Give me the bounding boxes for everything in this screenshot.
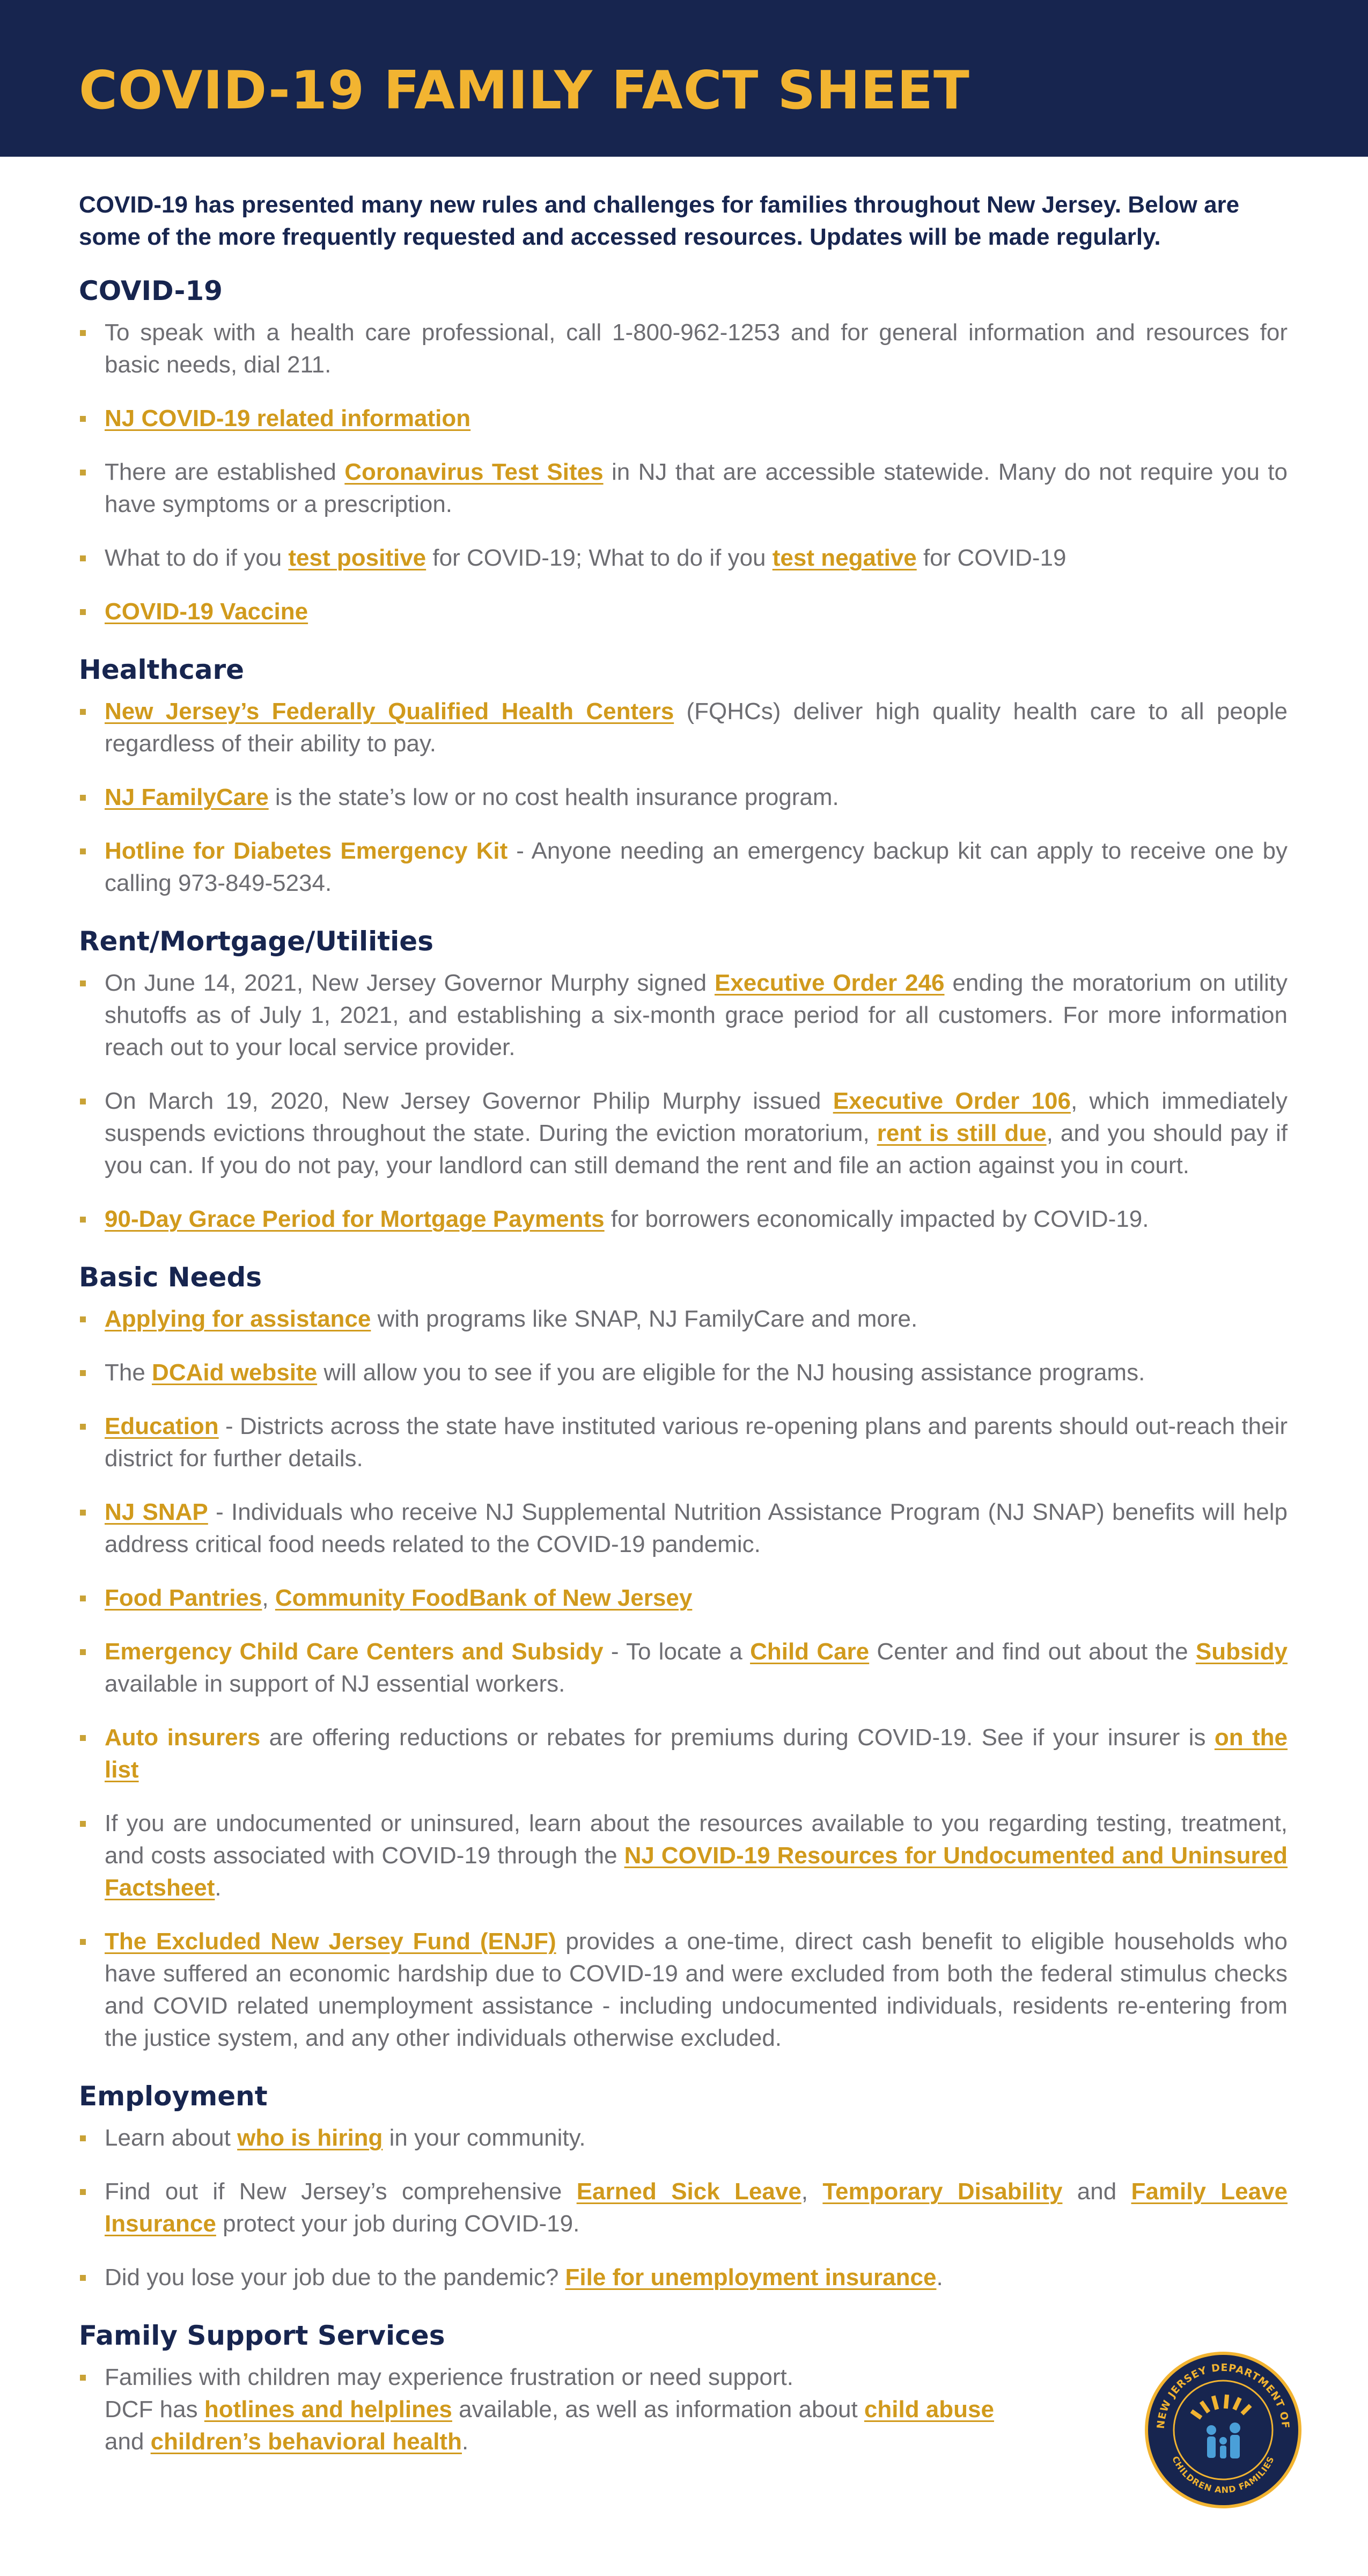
section-heading-covid: COVID-19 [79, 275, 223, 306]
list-item: Did you lose your job due to the pandemic? File for unemployment insurance. [79, 2262, 1288, 2294]
list-item: NJ FamilyCare is the state’s low or no cost health insurance program. [79, 781, 1288, 814]
nj-covid-info-link[interactable]: NJ COVID-19 related information [105, 405, 471, 431]
child-care-link[interactable]: Child Care [750, 1638, 870, 1665]
section-covid [79, 275, 1288, 628]
nj-dcf-logo [1143, 2350, 1304, 2511]
undocumented-factsheet-link[interactable]: NJ COVID-19 Resources for Undocumented and Uninsured Factsheet [105, 1842, 1288, 1901]
executive-order-106-link[interactable]: Executive Order 106 [833, 1088, 1071, 1114]
subsidy-link[interactable]: Subsidy [1195, 1638, 1288, 1665]
section-heading-employment: Employment [79, 2081, 268, 2112]
square-bullet-icon [80, 795, 86, 801]
main-content [79, 189, 1288, 2484]
square-bullet-icon [80, 1424, 86, 1430]
square-bullet-icon [80, 709, 86, 715]
square-bullet-icon [80, 470, 86, 475]
healthcare-list [79, 696, 1288, 899]
education-link[interactable]: Education [105, 1413, 219, 1439]
list-item: Food Pantries, Community FoodBank of New Jersey [79, 1582, 1288, 1614]
list-item: The Excluded New Jersey Fund (ENJF) provides a one-time, direct cash benefit to eligible households who have suffered an economic hardship due to COVID-19 and were excluded from both the federal stimulus checks and COVID related unemployment assistance - including undocumented individuals, residents re-entering from the justice system, and any other individuals otherwise excluded. [79, 1926, 1288, 2054]
mortgage-grace-link[interactable]: 90-Day Grace Period for Mortgage Payments [105, 1206, 605, 1232]
section-family-support [79, 2319, 1288, 2458]
list-item: What to do if you test positive for COVID-19; What to do if you test negative for COVID-19 [79, 542, 1288, 574]
who-is-hiring-link[interactable]: who is hiring [237, 2125, 383, 2151]
list-item [79, 596, 1288, 628]
square-bullet-icon [80, 1596, 86, 1601]
section-heading-family-support: Family Support Services [79, 2320, 445, 2351]
covid-list [79, 317, 1288, 628]
list-item: Hotline for Diabetes Emergency Kit - Anyone needing an emergency backup kit can apply to receive one by calling 973-849-5234. [79, 835, 1288, 899]
section-heading-rent: Rent/Mortgage/Utilities [79, 926, 433, 957]
list-item: There are established Coronavirus Test Sites in NJ that are accessible statewide. Many do not require you to have symptoms or a prescription. [79, 456, 1288, 521]
behavioral-health-link[interactable]: children’s behavioral health [150, 2428, 462, 2455]
section-basic-needs [79, 1261, 1288, 2054]
square-bullet-icon [80, 1217, 86, 1223]
list-item: To speak with a health care professional, call 1-800-962-1253 and for general information and resources for basic needs, dial 211. [79, 317, 1288, 381]
test-positive-link[interactable]: test positive [288, 545, 426, 571]
child-care-label: Emergency Child Care Centers and Subsidy [105, 1638, 604, 1665]
family-support-list [79, 2361, 1288, 2458]
diabetes-hotline-label: Hotline for Diabetes Emergency Kit [105, 838, 508, 864]
list-item: Families with children may experience frustration or need support. DCF has hotlines and helplines available, as well as information about child abuse and children’s behavioral health. [79, 2361, 1027, 2458]
square-bullet-icon [80, 1370, 86, 1376]
list-item: Applying for assistance with programs like SNAP, NJ FamilyCare and more. [79, 1303, 1288, 1335]
family-leave-insurance-link[interactable]: Family Leave Insurance [105, 2178, 1288, 2237]
section-heading-healthcare: Healthcare [79, 654, 245, 685]
logo-inner-disc [1148, 2355, 1298, 2505]
list-item: 90-Day Grace Period for Mortgage Payments for borrowers economically impacted by COVID-19. [79, 1203, 1288, 1235]
covid-vaccine-link[interactable]: COVID-19 Vaccine [105, 598, 308, 625]
list-item: On June 14, 2021, New Jersey Governor Murphy signed Executive Order 246 ending the moratorium on utility shutoffs as of July 1, 2021, and establishing a six-month grace period for all customers. For more information reach out to your local service provider. [79, 967, 1288, 1064]
list-item: Learn about who is hiring in your community. [79, 2122, 1288, 2154]
square-bullet-icon [80, 330, 86, 336]
header-banner [0, 0, 1368, 157]
auto-insurers-label: Auto insurers [105, 1724, 261, 1751]
nj-snap-link[interactable]: NJ SNAP [105, 1499, 208, 1525]
section-heading-basic-needs: Basic Needs [79, 1262, 262, 1293]
intro-text: COVID-19 has presented many new rules and challenges for families throughout New Jersey. Below are some of the more frequently requested and accessed resources. Updates will be made regularly. [79, 192, 1240, 250]
food-pantries-link[interactable]: Food Pantries [105, 1585, 262, 1611]
logo-bottom-text: CHILDREN AND FAMILIES [1170, 2454, 1276, 2496]
excluded-fund-link[interactable]: The Excluded New Jersey Fund (ENJF) [105, 1928, 556, 1955]
applying-assistance-link[interactable]: Applying for assistance [105, 1306, 371, 1332]
page-title: COVID-19 FAMILY FACT SHEET [79, 60, 970, 121]
square-bullet-icon [80, 2189, 86, 2195]
square-bullet-icon [80, 1510, 86, 1516]
square-bullet-icon [80, 1316, 86, 1322]
square-bullet-icon [80, 980, 86, 986]
list-item: New Jersey’s Federally Qualified Health Centers (FQHCs) deliver high quality health care to all people regardless of their ability to pay. [79, 696, 1288, 760]
child-abuse-link[interactable]: child abuse [864, 2396, 994, 2423]
hotlines-helplines-link[interactable]: hotlines and helplines [204, 2396, 452, 2423]
dcaid-website-link[interactable]: DCAid website [152, 1359, 318, 1386]
list-item: If you are undocumented or uninsured, learn about the resources available to you regarding testing, treatment, and costs associated with COVID-19 through the NJ COVID-19 Resources for Undocumented and Uninsured Factsheet. [79, 1807, 1288, 1904]
nj-familycare-link[interactable]: NJ FamilyCare [105, 784, 269, 810]
list-item: Auto insurers are offering reductions or rebates for premiums during COVID-19. See if your insurer is on the list [79, 1722, 1288, 1786]
square-bullet-icon [80, 2375, 86, 2381]
square-bullet-icon [80, 1735, 86, 1741]
list-item: Emergency Child Care Centers and Subsidy - To locate a Child Care Center and find out about the Subsidy available in support of NJ essential workers. [79, 1636, 1288, 1700]
square-bullet-icon [80, 1649, 86, 1655]
square-bullet-icon [80, 1939, 86, 1945]
community-foodbank-link[interactable]: Community FoodBank of New Jersey [275, 1585, 693, 1611]
list-item: On March 19, 2020, New Jersey Governor Philip Murphy issued Executive Order 106, which immediately suspends evictions throughout the state. During the eviction moratorium, rent is still due, and you should pay if you can. If you do not pay, your landlord can still demand the rent and file an action against you in court. [79, 1085, 1288, 1182]
section-healthcare [79, 654, 1288, 899]
basic-needs-list [79, 1303, 1288, 2054]
rent-list [79, 967, 1288, 1235]
square-bullet-icon [80, 555, 86, 561]
list-item: NJ SNAP - Individuals who receive NJ Supplemental Nutrition Assistance Program (NJ SNAP) benefits will help address critical food needs related to the COVID-19 pandemic. [79, 1496, 1288, 1561]
list-item: Education - Districts across the state have instituted various re-opening plans and parents should out-reach their district for further details. [79, 1410, 1288, 1475]
list-item: The DCAid website will allow you to see if you are eligible for the NJ housing assistance programs. [79, 1357, 1288, 1389]
rent-still-due-link[interactable]: rent is still due [877, 1120, 1047, 1146]
test-sites-link[interactable]: Coronavirus Test Sites [344, 459, 604, 485]
list-item [79, 402, 1288, 435]
square-bullet-icon [80, 416, 86, 422]
square-bullet-icon [80, 2275, 86, 2281]
test-negative-link[interactable]: test negative [772, 545, 917, 571]
logo-top-text: NEW JERSEY DEPARTMENT OF [1154, 2361, 1292, 2429]
employment-list [79, 2122, 1288, 2294]
temporary-disability-link[interactable]: Temporary Disability [822, 2178, 1063, 2205]
on-the-list-link[interactable]: on the list [105, 1724, 1288, 1783]
section-rent [79, 925, 1288, 1235]
square-bullet-icon [80, 609, 86, 615]
list-item: Find out if New Jersey’s comprehensive Earned Sick Leave, Temporary Disability and Family Leave Insurance protect your job during COVID-19. [79, 2176, 1288, 2240]
unemployment-insurance-link[interactable]: File for unemployment insurance [565, 2264, 937, 2290]
fqhc-link[interactable]: New Jersey’s Federally Qualified Health Centers [105, 698, 674, 724]
square-bullet-icon [80, 1821, 86, 1827]
square-bullet-icon [80, 848, 86, 854]
square-bullet-icon [80, 1099, 86, 1104]
section-employment [79, 2080, 1288, 2294]
executive-order-246-link[interactable]: Executive Order 246 [714, 970, 945, 996]
square-bullet-icon [80, 2135, 86, 2141]
earned-sick-leave-link[interactable]: Earned Sick Leave [576, 2178, 801, 2205]
